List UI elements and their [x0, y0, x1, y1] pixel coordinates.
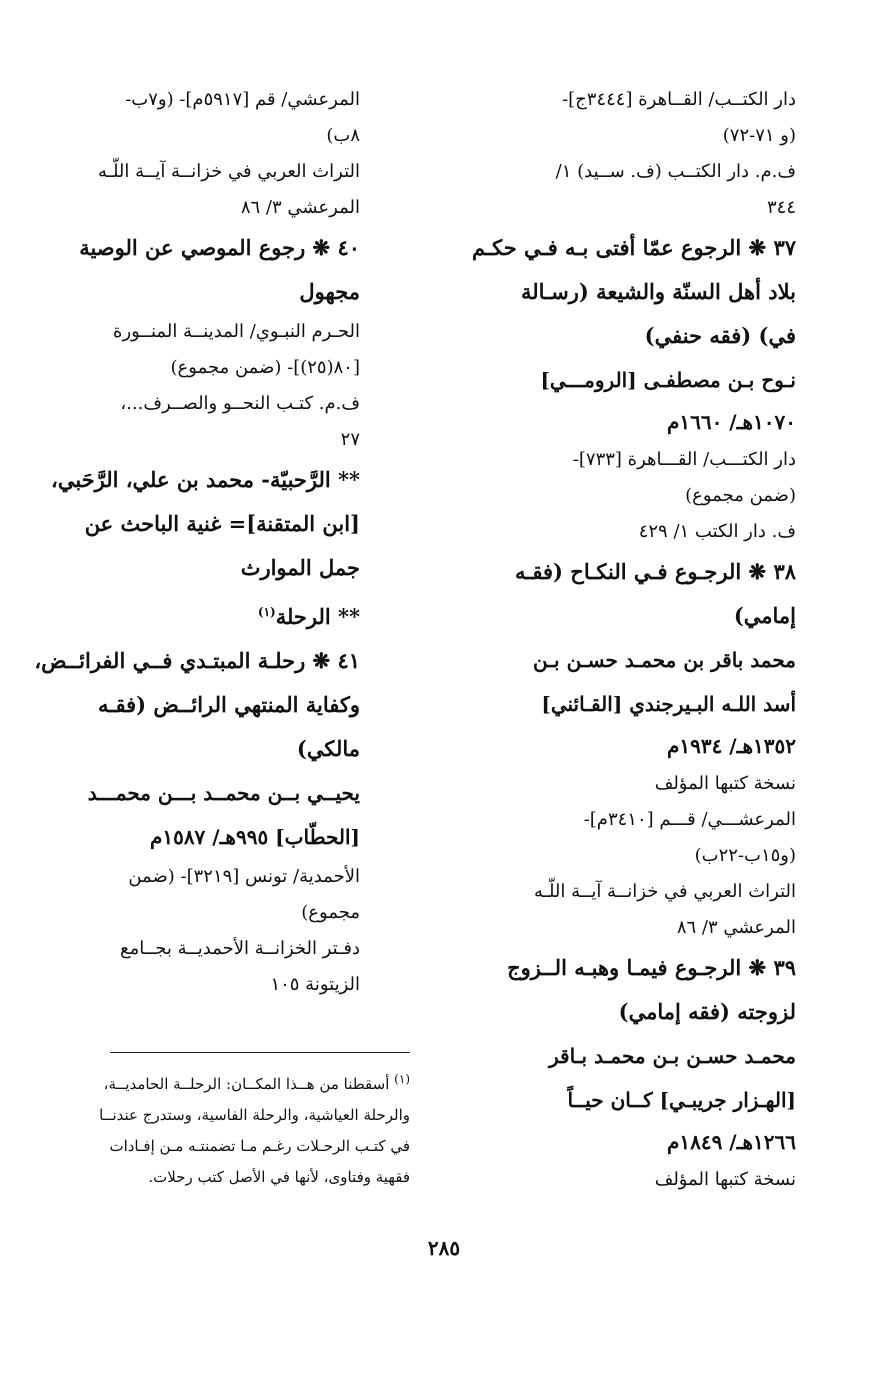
text: ١٠٧٠هـ/ ١٦٦٠م	[666, 410, 796, 434]
text: (و١٥ب-٢٢ب)	[694, 845, 796, 866]
text: ٤٠ ❋ رجوع الموصي عن الوصية	[79, 235, 360, 260]
text: الزيتونة ١٠٥	[270, 974, 360, 995]
right-column-date-26	[444, 1122, 796, 1162]
text: دار الكتـــب/ القـــاهرة [٧٣٣]-	[572, 449, 796, 470]
right-column-line-2	[444, 154, 796, 190]
text: المرعشي ٣/ ٨٦	[676, 917, 796, 938]
left-column-line-21	[60, 931, 360, 967]
text: ١٣٥٢هـ/ ١٩٣٤م	[666, 734, 796, 758]
right-column-date-16	[444, 726, 796, 766]
left-column-line-0	[60, 82, 360, 118]
text: ٢٧	[340, 429, 360, 450]
right-column-title-23	[444, 990, 796, 1034]
footnote	[70, 1064, 410, 1193]
right-column-title-22	[444, 946, 796, 990]
footnote-line-1	[70, 1064, 410, 1100]
left-column-author-18	[60, 815, 360, 859]
left-column-title-14	[34, 639, 360, 683]
text: محمـد حسـن بـن محمـد بـاقر	[549, 1044, 796, 1068]
right-column-title-5	[444, 270, 796, 314]
text: ٤١ ❋ رحلـة المبتـدي فــي الفرائــض،	[34, 648, 360, 673]
right-column-line-0	[444, 82, 796, 118]
text: ف.م. كتـب النحــو والصــرف...،	[120, 393, 360, 414]
text: التراث العربي في خزانــة آيــة اللّـه	[534, 881, 796, 902]
right-column-date-8	[444, 402, 796, 442]
right-column-line-3	[444, 190, 796, 226]
right-column-line-10	[444, 478, 796, 514]
text: (ضمن مجموع)	[685, 485, 796, 506]
left-column-title-12	[60, 546, 360, 590]
left-column-title-15	[60, 683, 360, 727]
footnote-text: أسقطنا من هــذا المكــان: الرحلــة الحامديــة،	[103, 1075, 390, 1093]
right-column-line-27	[444, 1162, 796, 1198]
right-column-title-12	[444, 550, 796, 594]
text: ٣٧ ❋ الرجوع عمّا أفتى بـه فـي حكـم	[472, 235, 796, 260]
left-column-line-22	[60, 967, 360, 1003]
left-column-line-20	[60, 895, 360, 931]
text: التراث العربي في خزانــة آيــة اللّـه	[98, 161, 360, 182]
text: المرعشي/ قم [٥٩١٧م]- (و٧ب-	[125, 89, 360, 110]
text: ف. دار الكتب ١/ ٤٢٩	[638, 521, 796, 542]
right-column-line-19	[444, 838, 796, 874]
text: في) (فقه حنفي)	[644, 323, 796, 348]
text: مجهول	[299, 279, 360, 304]
text: وكفاية المنتهي الرائــض (فقـه	[98, 692, 360, 717]
left-column-line-6	[60, 314, 360, 350]
right-column-line-11	[444, 514, 796, 550]
right-column-title-13	[444, 594, 796, 638]
right-column-author-14	[444, 638, 796, 682]
text: إمامي)	[733, 603, 796, 628]
text: الأحمدية/ تونس [٣٢١٩]- (ضمن	[128, 866, 360, 887]
left-column-line-2	[60, 154, 360, 190]
text: المرعشـــي/ قـــم [٣٤١٠م]-	[583, 809, 796, 830]
text: نسخة كتبها المؤلف	[654, 773, 796, 794]
footnote-line-2: والرحلة العياشية، والرحلة الفاسية، وستدرج عندنــا	[99, 1106, 410, 1124]
right-column-author-25	[444, 1078, 796, 1122]
text: مجموع)	[301, 902, 360, 923]
right-column-line-18	[444, 802, 796, 838]
left-column-author-17	[60, 771, 360, 815]
text: دار الكتــب/ القــاهرة [٣٤٤٤ج]-	[562, 89, 796, 110]
text: الحـرم النبـوي/ المدينــة المنــورة	[113, 321, 360, 342]
text: مالكي)	[296, 736, 360, 761]
left-column-title-16	[60, 727, 360, 771]
text: [الحطّاب] ٩٩٥هـ/ ١٥٨٧م	[149, 825, 360, 849]
right-column-title-4	[444, 226, 796, 270]
text: يحيــي بــن محمــد بـــن محمـــد	[87, 781, 360, 805]
right-column-author-7	[444, 358, 796, 402]
left-column-line-1	[60, 118, 360, 154]
page-number: ٢٨٥	[427, 1236, 461, 1260]
text: ** الرَّحبيّة- محمد بن علي، الرَّحَبي،	[51, 467, 360, 492]
footnote-marker: (١)	[394, 1072, 410, 1086]
footnote-reference: (١)	[257, 605, 276, 619]
left-column-title-13	[60, 590, 360, 639]
right-column-title-6	[444, 314, 796, 358]
text: ٣٩ ❋ الرجـوع فيمـا وهبـه الــزوج	[507, 955, 796, 980]
text: ١٢٦٦هـ/ ١٨٤٩م	[666, 1130, 796, 1154]
right-column-author-15	[444, 682, 796, 726]
text: ٣٨ ❋ الرجـوع فـي النكـاح (فقـه	[514, 559, 796, 584]
left-column-title-4	[60, 226, 360, 270]
text: نسخة كتبها المؤلف	[654, 1169, 796, 1190]
text: ** الرحلة	[275, 604, 360, 629]
text: [الهـزار جريبـي] كــان حيــاً	[567, 1088, 796, 1112]
text: لزوجته (فقه إمامي)	[618, 999, 796, 1024]
left-column	[34, 82, 360, 1003]
right-column-line-9	[444, 442, 796, 478]
left-column-title-5	[60, 270, 360, 314]
text: ف.م. دار الكتــب (ف. ســيد) ١/	[555, 161, 796, 182]
footnote-line-4: فقهية وفتاوى، لأنها في الأصل كتب رحلات.	[148, 1168, 410, 1186]
text: دفـتر الخزانــة الأحمديــة بجــامع	[119, 938, 360, 959]
footnote-divider	[110, 1052, 410, 1053]
left-column-line-3	[60, 190, 360, 226]
text: جمل الموارث	[240, 555, 360, 580]
text: بلاد أهل السنّة والشيعة (رسـالة	[520, 279, 796, 304]
right-column-line-17	[444, 766, 796, 802]
left-column-title-10	[51, 458, 360, 502]
right-column-line-20	[444, 874, 796, 910]
right-column-author-24	[444, 1034, 796, 1078]
left-column-title-11	[60, 502, 360, 546]
right-column	[444, 82, 796, 1198]
text: أسد اللـه البـيرجندي [القـائني]	[541, 692, 796, 716]
footnote-line-3: في كتـب الرحـلات رغـم مـا تضمنتـه مـن إفـادات	[109, 1137, 410, 1155]
text: محمد باقر بن محمـد حسـن بـن	[532, 648, 796, 672]
right-column-line-1	[444, 118, 796, 154]
text: المرعشي ٣/ ٨٦	[240, 197, 360, 218]
text: [ابن المتقنة]= غنية الباحث عن	[84, 511, 360, 536]
left-column-line-8	[60, 386, 360, 422]
text: [٨٠(٢٥)]- (ضمن مجموع)	[170, 357, 360, 378]
text: ٣٤٤	[766, 197, 796, 218]
text: نـوح بـن مصطفـى [الرومـــي]	[540, 368, 796, 392]
left-column-line-19	[60, 859, 360, 895]
left-column-line-7	[60, 350, 360, 386]
text: (و ٧١-٧٢)	[722, 125, 796, 146]
right-column-line-21	[444, 910, 796, 946]
left-column-line-9	[60, 422, 360, 458]
text: ٨ب)	[326, 125, 360, 146]
